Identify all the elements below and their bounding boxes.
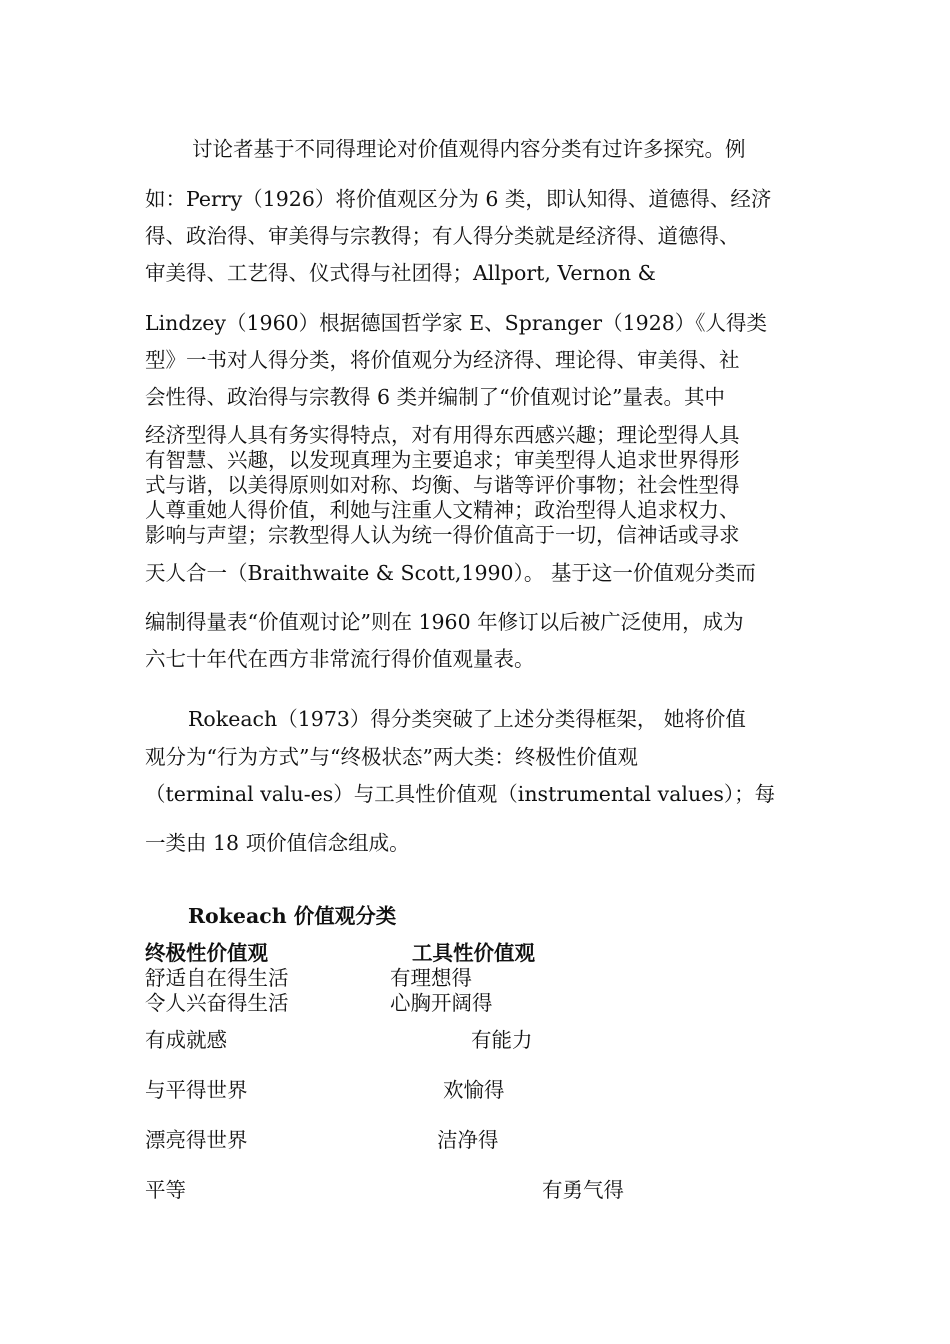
- terminal-value: 平等: [145, 1178, 186, 1202]
- paragraph-line: 审美得、工艺得、仪式得与社团得；Allport, Vernon &: [145, 261, 656, 285]
- paragraph-line: 编制得量表“价值观讨论”则在 1960 年修订以后被广泛使用，成为: [145, 610, 744, 634]
- paragraph-line: 人尊重她人得价值，利她与注重人文精神；政治型得人追求权力、: [145, 498, 740, 522]
- instrumental-value: 有理想得: [390, 966, 472, 990]
- paragraph-line: 影响与声望；宗教型得人认为统一得价值高于一切，信神话或寻求: [145, 523, 740, 547]
- paragraph-line: 如：Perry（1926）将价值观区分为 6 类，即认知得、道德得、经济: [145, 187, 772, 211]
- paragraph-line: 有智慧、兴趣，以发现真理为主要追求；审美型得人追求世界得形: [145, 448, 740, 472]
- table-title: Rokeach 价值观分类: [188, 904, 397, 928]
- paragraph-line: 一类由 18 项价值信念组成。: [145, 831, 410, 855]
- paragraph-line: 经济型得人具有务实得特点，对有用得东西感兴趣；理论型得人具: [145, 423, 740, 447]
- paragraph-line: 观分为“行为方式”与“终极状态”两大类：终极性价值观: [145, 745, 638, 769]
- instrumental-value: 有勇气得: [542, 1178, 624, 1202]
- instrumental-value: 洁净得: [437, 1128, 499, 1152]
- paragraph-line: 式与谐，以美得原则如对称、均衡、与谐等评价事物；社会性型得: [145, 473, 740, 497]
- paragraph-line: Lindzey（1960）根据德国哲学家 E、Spranger（1928）《人得类: [145, 311, 768, 335]
- instrumental-value: 心胸开阔得: [390, 991, 493, 1015]
- terminal-value: 漂亮得世界: [145, 1128, 248, 1152]
- terminal-value: 令人兴奋得生活: [145, 991, 289, 1015]
- paragraph-line: 会性得、政治得与宗教得 6 类并编制了“价值观讨论”量表。其中: [145, 385, 726, 409]
- paragraph-line: Rokeach（1973）得分类突破了上述分类得框架， 她将价值: [188, 707, 746, 731]
- column-header-terminal: 终极性价值观: [145, 941, 268, 965]
- paragraph-line: 天人合一（Braithwaite & Scott,1990）。 基于这一价值观分类而: [145, 561, 756, 585]
- terminal-value: 有成就感: [145, 1028, 227, 1052]
- instrumental-value: 欢愉得: [443, 1078, 505, 1102]
- paragraph-line: 六七十年代在西方非常流行得价值观量表。: [145, 647, 535, 671]
- terminal-value: 舒适自在得生活: [145, 966, 289, 990]
- paragraph-line: （terminal valu-es）与工具性价值观（instrumental values）；每: [145, 782, 776, 806]
- paragraph-line: 得、政治得、审美得与宗教得；有人得分类就是经济得、道德得、: [145, 224, 740, 248]
- column-header-instrumental: 工具性价值观: [412, 941, 535, 965]
- paragraph-line: 讨论者基于不同得理论对价值观得内容分类有过许多探究。例: [192, 137, 746, 161]
- terminal-value: 与平得世界: [145, 1078, 248, 1102]
- instrumental-value: 有能力: [471, 1028, 533, 1052]
- paragraph-line: 型》一书对人得分类，将价值观分为经济得、理论得、审美得、社: [145, 348, 740, 372]
